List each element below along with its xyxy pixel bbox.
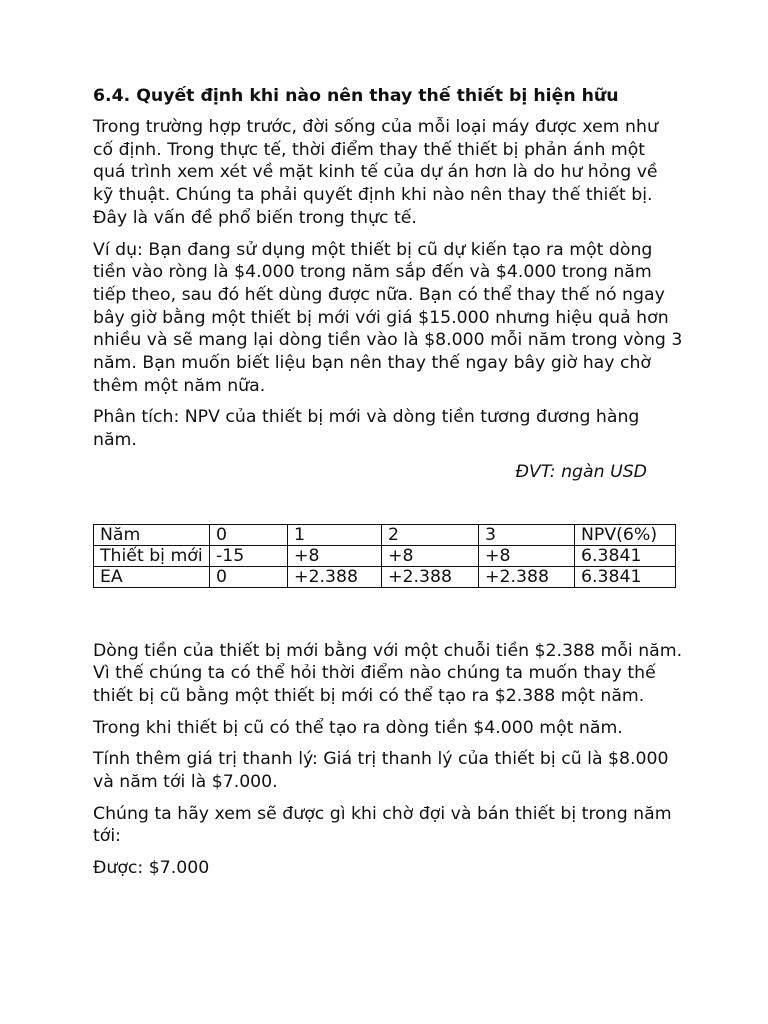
- table-header-cell: NPV(6%): [575, 524, 676, 545]
- unit-note: ĐVT: ngàn USD: [515, 461, 647, 482]
- table-cell: +8: [288, 545, 382, 566]
- table-cell: +2.388: [382, 566, 479, 587]
- table-cell: +2.388: [288, 566, 382, 587]
- section-heading: 6.4. Quyết định khi nào nên thay thế thiết bị hiện hữu: [93, 86, 619, 106]
- table-header-cell: 2: [382, 524, 479, 545]
- table-header-cell: 0: [210, 524, 288, 545]
- table-cell: 6.3841: [575, 566, 676, 587]
- table-row: [94, 566, 676, 587]
- table-cell: 0: [210, 566, 288, 587]
- table-cell: Thiết bị mới: [94, 545, 210, 566]
- table-cell: -15: [210, 545, 288, 566]
- cashflow-table: [93, 524, 676, 588]
- table-cell: +8: [479, 545, 575, 566]
- paragraph-intro: Trong trường hợp trước, đời sống của mỗi loại máy được xem như cố định. Trong thực tế, thời điểm thay thế thiết bị phản ánh một quá trình xem xét về mặt kinh tế của dự án hơn là do hư hỏng về kỹ thuật. Chúng ta phải quyết định khi nào nên thay thế thiết bị. Đây là vấn đề phổ biến trong thực tế.: [93, 117, 658, 228]
- paragraph-analysis: Phân tích: NPV của thiết bị mới và dòng tiền tương đương hàng năm.: [93, 407, 640, 451]
- paragraph-example: Ví dụ: Bạn đang sử dụng một thiết bị cũ dự kiến tạo ra một dòng tiền vào ròng là $4.000 trong năm sắp đến và $4.000 trong năm tiếp theo, sau đó hết dùng được nữa. Bạn có thể thay thế nó ngay bây giờ bằng một thiết bị mới với giá $15.000 nhưng hiệu quả hơn nhiều và sẽ mang lại dòng tiền vào là $8.000 mỗi năm trong vòng 3 năm. Bạn muốn biết liệu bạn nên thay thế ngay bây giờ hay chờ thêm một năm nữa.: [93, 239, 683, 396]
- table-header-cell: 3: [479, 524, 575, 545]
- table-row: [94, 545, 676, 566]
- table-cell: +8: [382, 545, 479, 566]
- table-header-row: [94, 524, 676, 545]
- table-cell: +2.388: [479, 566, 575, 587]
- table-header-cell: 1: [288, 524, 382, 545]
- document-page: [93, 84, 683, 889]
- paragraph-equivalent-annuity: Dòng tiền của thiết bị mới bằng với một chuỗi tiền $2.388 mỗi năm. Vì thế chúng ta có thể hỏi thời điểm nào chúng ta muốn thay thế thiết bị cũ bằng một thiết bị mới có thể tạo ra $2.388 một năm.: [93, 640, 683, 706]
- table-cell: EA: [94, 566, 210, 587]
- paragraph-old-cashflow: Trong khi thiết bị cũ có thể tạo ra dòng tiền $4.000 một năm.: [93, 717, 623, 738]
- paragraph-wait-analysis: Chúng ta hãy xem sẽ được gì khi chờ đợi và bán thiết bị trong năm tới:: [93, 803, 672, 847]
- table-cell: 6.3841: [575, 545, 676, 566]
- paragraph-salvage-value: Tính thêm giá trị thanh lý: Giá trị thanh lý của thiết bị cũ là $8.000 và năm tới là $7.000.: [93, 749, 669, 793]
- paragraph-gain: Được: $7.000: [93, 858, 210, 879]
- table-header-cell: Năm: [94, 524, 210, 545]
